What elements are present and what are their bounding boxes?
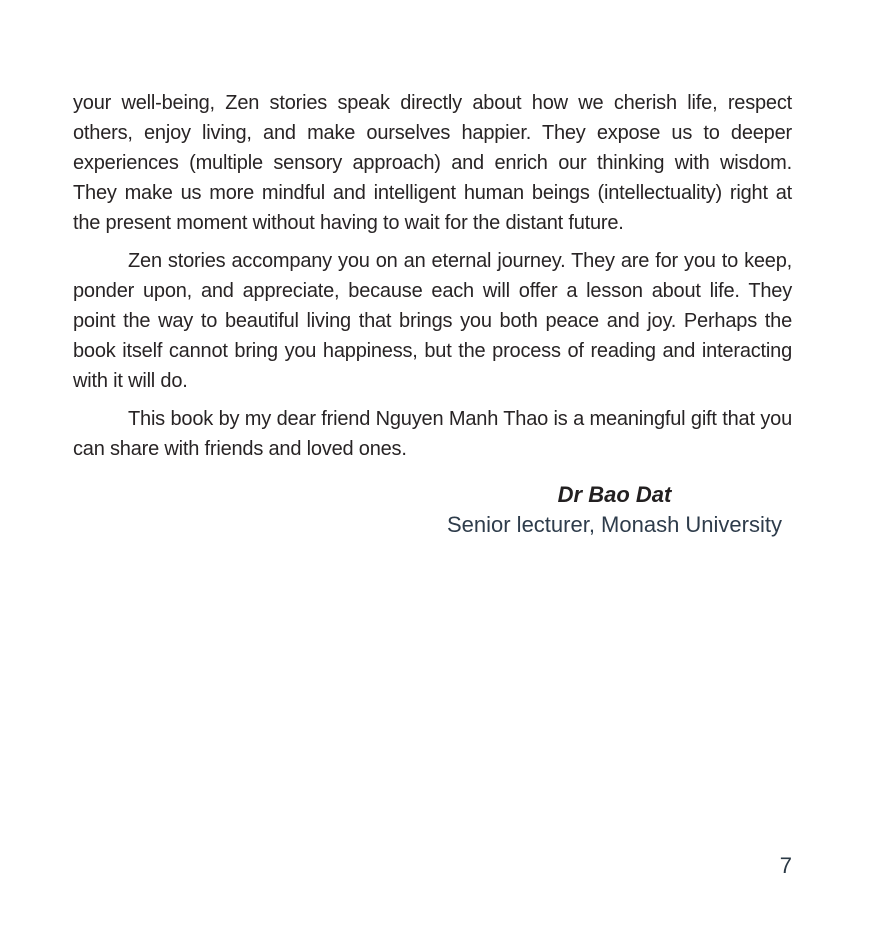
body-paragraphs	[73, 88, 792, 464]
paragraph: your well-being, Zen stories speak directly about how we cherish life, respect others, enjoy living, and make ourselves happier. They expose us to deeper experiences (multiple sensory approach) and enrich our thinking with wisdom. They make us more mindful and intelligent human beings (intellectuality) right at the present moment without having to wait for the distant future.	[73, 92, 792, 234]
signature-name: Dr Bao Dat	[557, 482, 672, 507]
signature-inner	[447, 480, 782, 540]
paragraph: Zen stories accompany you on an eternal journey. They are for you to keep, ponder upon, and appreciate, because each will offer a lesson about life. They point the way to beautiful living that brings you both peace and joy. Perhaps the book itself cannot bring you happiness, but the process of reading and interacting with it will do.	[73, 250, 792, 392]
signature-block	[73, 480, 792, 540]
paragraph: This book by my dear friend Nguyen Manh Thao is a meaningful gift that you can share with friends and loved ones.	[73, 408, 792, 460]
page-number: 7	[779, 853, 792, 878]
page-content	[73, 88, 792, 540]
signature-title: Senior lecturer, Monash University	[446, 512, 782, 537]
